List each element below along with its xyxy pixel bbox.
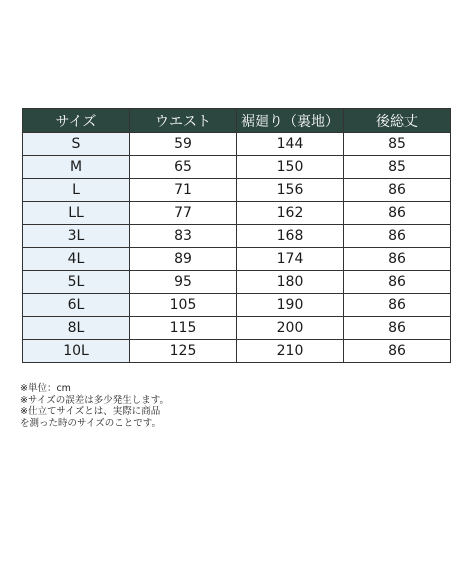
size-cell: M [23,156,130,179]
length-cell: 85 [344,133,451,156]
hem-cell: 162 [237,202,344,225]
hem-cell: 190 [237,294,344,317]
table-row [23,317,451,340]
waist-cell: 89 [130,248,237,271]
table-row [23,179,451,202]
length-cell: 86 [344,225,451,248]
header-waist: ウエスト [130,109,237,133]
table-row [23,248,451,271]
size-cell: 6L [23,294,130,317]
length-cell: 86 [344,317,451,340]
note-finished-size-line2: を測った時のサイズのことです。 [20,417,161,429]
hem-cell: 150 [237,156,344,179]
waist-cell: 105 [130,294,237,317]
table-row [23,340,451,363]
waist-cell: 77 [130,202,237,225]
header-hem-circumference: 裾廻り（裏地） [237,109,344,133]
table-row [23,156,451,179]
table-row [23,294,451,317]
table-row [23,225,451,248]
table-header-row [23,109,451,133]
table-row [23,202,451,225]
hem-cell: 156 [237,179,344,202]
waist-cell: 83 [130,225,237,248]
hem-cell: 174 [237,248,344,271]
header-total-back-length: 後総丈 [344,109,451,133]
hem-cell: 180 [237,271,344,294]
note-finished-size-line1: ※仕立てサイズとは、実際に商品 [20,406,161,417]
size-cell: 4L [23,248,130,271]
size-cell: 5L [23,271,130,294]
hem-cell: 210 [237,340,344,363]
size-cell: LL [23,202,130,225]
size-notes [20,383,169,429]
size-cell: L [23,179,130,202]
note-size-tolerance: ※サイズの誤差は多少発生します。 [20,394,169,406]
hem-cell: 144 [237,133,344,156]
size-cell: 3L [23,225,130,248]
size-cell: 8L [23,317,130,340]
note-unit: ※単位：cm [20,383,71,394]
length-cell: 86 [344,202,451,225]
waist-cell: 115 [130,317,237,340]
length-cell: 86 [344,248,451,271]
length-cell: 86 [344,179,451,202]
hem-cell: 168 [237,225,344,248]
waist-cell: 71 [130,179,237,202]
size-chart-table [22,108,451,363]
length-cell: 86 [344,271,451,294]
waist-cell: 125 [130,340,237,363]
hem-cell: 200 [237,317,344,340]
waist-cell: 65 [130,156,237,179]
size-cell: S [23,133,130,156]
length-cell: 85 [344,156,451,179]
table-row [23,133,451,156]
size-cell: 10L [23,340,130,363]
waist-cell: 95 [130,271,237,294]
waist-cell: 59 [130,133,237,156]
table-row [23,271,451,294]
length-cell: 86 [344,340,451,363]
header-size: サイズ [23,109,130,133]
length-cell: 86 [344,294,451,317]
